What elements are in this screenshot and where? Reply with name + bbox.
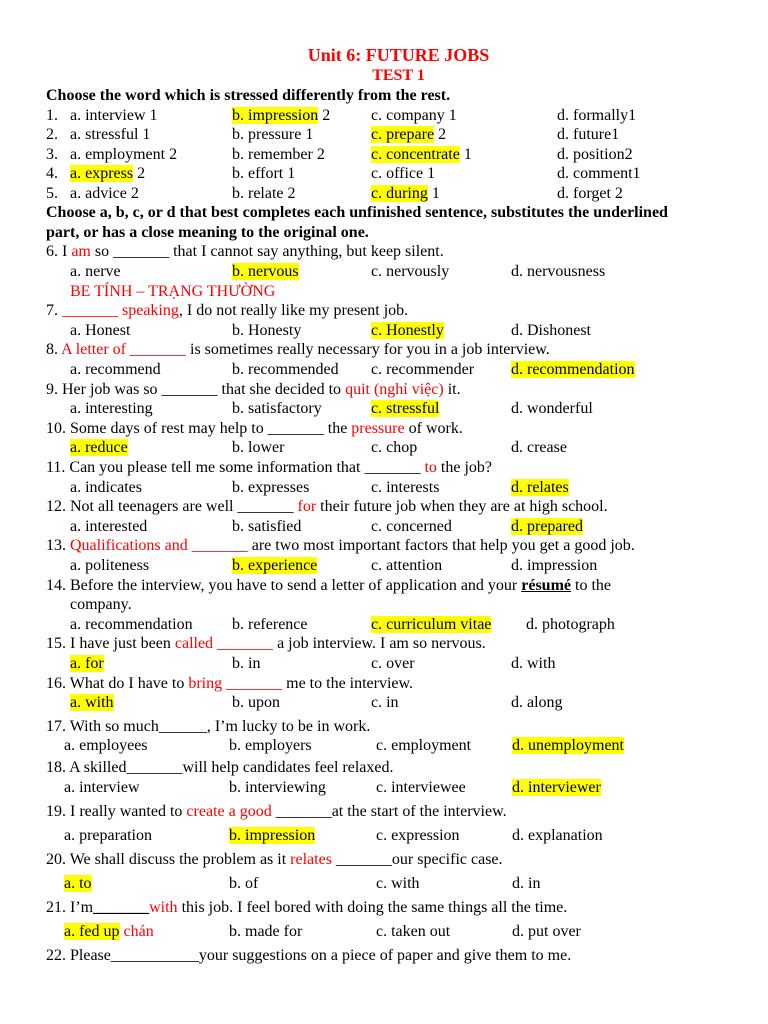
question-14: 14. Before the interview, you have to send a letter of application and your résumé to the [46, 576, 612, 594]
option-b: b. impression [229, 826, 316, 844]
option-c: c. concentrate 1 [371, 145, 472, 163]
question-16: 16. What do I have to bring _______ me to the interview. [46, 674, 414, 692]
option-a: a. recommend [70, 361, 161, 379]
question-14-options [46, 615, 751, 635]
question-8: 8. A letter of _______ is sometimes really necessary for you in a job interview. [46, 341, 550, 359]
option-a: a. reduce [70, 439, 128, 457]
option-a: a. interesting [70, 400, 153, 418]
option-d: d. nervousness [511, 263, 606, 281]
stress-row-5 [46, 184, 751, 204]
question-17: 17. With so much______, I’m lucky to be in work. [46, 717, 371, 735]
question-7: 7. _______ speaking, I do not really like my present job. [46, 302, 409, 320]
option-b: b. satisfied [232, 517, 302, 535]
option-a: a. interested [70, 517, 148, 535]
question-18: 18. A skilled_______will help candidates feel relaxed. [46, 759, 394, 777]
option-b: b. effort 1 [232, 165, 296, 183]
option-b: b. in [232, 654, 261, 672]
option-b: b. remember 2 [232, 145, 325, 163]
question-6: 6. I am so _______ that I cannot say anything, but keep silent. [46, 243, 444, 261]
option-a: a. politeness [70, 556, 150, 574]
question-10: 10. Some days of rest may help to _______ the pressure of work. [46, 419, 463, 437]
option-d: d. photograph [526, 615, 615, 633]
option-c: c. with [376, 874, 420, 892]
option-a: a. employees [64, 737, 148, 755]
option-a: a. interview [64, 778, 140, 796]
question-19-options [46, 826, 751, 850]
page-title: Unit 6: FUTURE JOBS [307, 45, 490, 65]
question-20-options [46, 874, 751, 898]
option-a: a. express 2 [70, 165, 146, 183]
option-d: d. in [512, 874, 541, 892]
option-d: d. position2 [557, 145, 633, 163]
section2-instruction-line2: part, or has a close meaning to the original one. [46, 223, 369, 241]
option-d: d. relates [511, 478, 569, 496]
option-d: d. unemployment [512, 737, 624, 755]
question-20: 20. We shall discuss the problem as it relates _______our specific case. [46, 850, 503, 868]
option-d: d. formally1 [557, 106, 637, 124]
question-number: 4. [46, 165, 58, 183]
question-number: 3. [46, 145, 58, 163]
option-b: b. upon [232, 694, 280, 712]
option-c: c. curriculum vitae [371, 615, 492, 633]
option-c: c. stressful [371, 400, 440, 418]
question-7-options [46, 321, 751, 341]
option-c: c. expression [376, 826, 460, 844]
question-11: 11. Can you please tell me some information that _______ to the job? [46, 459, 492, 476]
question-6-options [46, 262, 751, 282]
option-d: d. wonderful [511, 400, 593, 418]
option-c: c. during 1 [371, 184, 440, 202]
option-c: c. in [371, 694, 399, 712]
option-d: d. comment1 [557, 165, 641, 183]
option-d: d. Dishonest [511, 321, 591, 339]
stress-row-4 [46, 164, 751, 184]
option-d: d. crease [511, 439, 567, 457]
option-c: c. taken out [376, 922, 451, 940]
stress-row-1 [46, 106, 751, 126]
option-c: c. recommender [371, 361, 475, 379]
option-b: b. relate 2 [232, 184, 296, 202]
option-c: c. prepare 2 [371, 126, 447, 144]
question-22: 22. Please___________your suggestions on a piece of paper and give them to me. [46, 946, 572, 964]
option-c: c. concerned [371, 517, 452, 535]
question-12-options [46, 517, 751, 537]
question-9-options [46, 399, 751, 419]
option-b: b. reference [232, 615, 308, 633]
question-12: 12. Not all teenagers are well _______ for their future job when they are at high school. [46, 498, 608, 516]
option-d: d. interviewer [512, 778, 601, 796]
option-a: a. with [70, 694, 114, 712]
question-9: 9. Her job was so _______ that she decided to quit (nghỉ việc) it. [46, 380, 461, 398]
section2-instruction-line1: Choose a, b, c, or d that best completes each unfinished sentence, substitutes the underlined [46, 204, 668, 222]
option-d: d. impression [511, 556, 598, 574]
option-b: b. lower [232, 439, 285, 457]
option-a: a. fed up chán [64, 922, 154, 940]
page-subtitle: TEST 1 [372, 67, 425, 84]
option-a: a. recommendation [70, 615, 193, 633]
option-b: b. impression 2 [232, 106, 331, 124]
option-a: a. indicates [70, 478, 142, 496]
option-b: b. experience [232, 556, 318, 574]
question-14-continued: company. [70, 596, 132, 614]
option-c: c. attention [371, 556, 443, 574]
question-number: 2. [46, 126, 58, 144]
question-10-options [46, 438, 751, 458]
question-15-options [46, 654, 751, 674]
question-17-options [46, 736, 751, 758]
question-13-options [46, 556, 751, 576]
option-b: b. made for [229, 922, 303, 940]
question-13: 13. Qualifications and _______ are two most important factors that help you get a good job. [46, 537, 635, 555]
option-b: b. of [229, 874, 259, 892]
question-16-options [46, 693, 751, 713]
stress-row-3 [46, 145, 751, 165]
question-18-options [46, 778, 751, 802]
option-a: a. advice 2 [70, 184, 139, 202]
option-a: a. for [70, 654, 104, 672]
option-d: d. prepared [511, 517, 583, 535]
stress-row-2 [46, 125, 751, 145]
option-c: c. company 1 [371, 106, 457, 124]
option-a: a. interview 1 [70, 106, 158, 124]
option-d: d. with [511, 654, 556, 672]
option-a: a. nerve [70, 263, 121, 281]
option-d: d. put over [512, 922, 581, 940]
option-b: b. Honesty [232, 321, 302, 339]
option-b: b. pressure 1 [232, 126, 314, 144]
question-8-options [46, 360, 751, 380]
option-b: b. nervous [232, 263, 299, 281]
option-c: c. Honestly [371, 321, 444, 339]
option-a: a. to [64, 874, 92, 892]
question-21-options [46, 922, 751, 946]
option-a: a. stressful 1 [70, 126, 151, 144]
question-15: 15. I have just been called _______ a job interview. I am so nervous. [46, 635, 486, 653]
option-a: a. preparation [64, 826, 152, 844]
question-number: 5. [46, 184, 58, 202]
question-21: 21. I’m_______with this job. I feel bored with doing the same things all the time. [46, 898, 568, 916]
option-c: c. interests [371, 478, 440, 496]
question-number: 1. [46, 106, 58, 124]
option-b: b. expresses [232, 478, 310, 496]
option-b: b. employers [229, 737, 312, 755]
option-a: a. Honest [70, 321, 131, 339]
option-a: a. employment 2 [70, 145, 178, 163]
option-c: c. interviewee [376, 778, 466, 796]
option-b: b. interviewing [229, 778, 326, 796]
option-c: c. employment [376, 737, 472, 755]
option-d: d. future1 [557, 126, 620, 144]
worksheet [46, 44, 751, 966]
option-d: d. recommendation [511, 361, 635, 379]
option-b: b. satisfactory [232, 400, 322, 418]
option-c: c. office 1 [371, 165, 436, 183]
option-c: c. over [371, 654, 415, 672]
option-d: d. forget 2 [557, 184, 623, 202]
option-d: d. along [511, 694, 563, 712]
option-d: d. explanation [512, 826, 603, 844]
option-c: c. chop [371, 439, 418, 457]
option-b: b. recommended [232, 361, 339, 379]
question-19: 19. I really wanted to create a good _______at the start of the interview. [46, 802, 507, 820]
section1-instruction: Choose the word which is stressed differently from the rest. [46, 87, 451, 104]
option-c: c. nervously [371, 263, 450, 281]
question-6-note: BE TÍNH – TRẠNG THƯỜNG [70, 282, 276, 300]
question-11-options [46, 478, 751, 498]
